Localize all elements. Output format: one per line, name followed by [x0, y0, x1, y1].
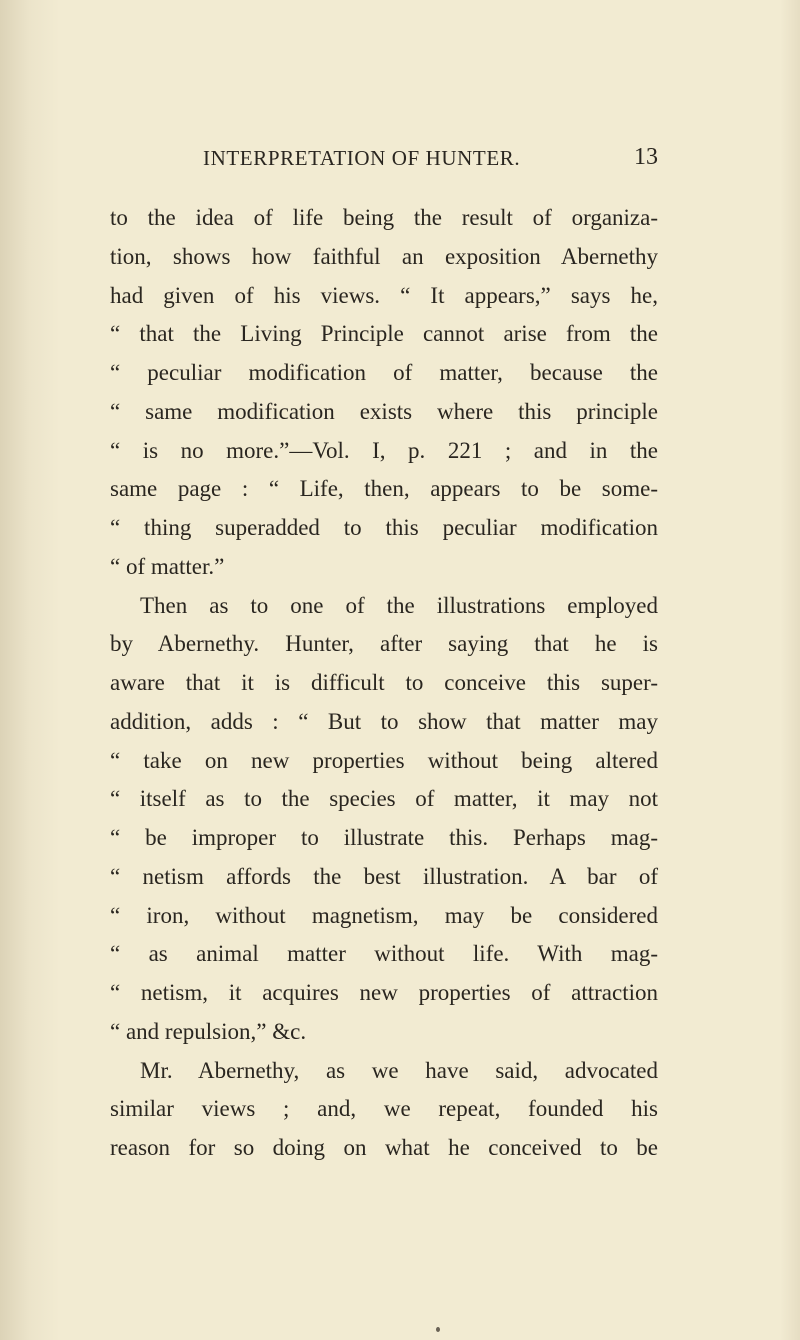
text-line: tion, shows how faithful an exposition Abernethy — [110, 243, 658, 269]
text-line: “ be improper to illustrate this. Perhaps mag- — [110, 825, 658, 850]
page-number: 13 — [634, 144, 658, 170]
text-line: “ itself as to the species of matter, it may not — [110, 786, 658, 812]
text-line: same page : “ Life, then, appears to be some- — [110, 476, 658, 502]
text-line: “ netism, it acquires new properties of attraction — [110, 980, 658, 1005]
text-line: by Abernethy. Hunter, after saying that he is — [110, 631, 658, 657]
text-line: “ as animal matter without life. With mag- — [110, 941, 658, 967]
text-line: reason for so doing on what he conceived to be — [110, 1135, 658, 1160]
running-head — [203, 146, 658, 178]
ink-speck — [436, 1327, 440, 1332]
text-line: “ is no more.”—Vol. I, p. 221 ; and in the — [110, 437, 658, 463]
text-line: similar views ; and, we repeat, founded his — [110, 1096, 658, 1122]
text-line: Then as to one of the illustrations employed — [140, 592, 658, 618]
text-line: “ thing superadded to this peculiar modification — [110, 515, 658, 540]
text-line: “ and repulsion,” &c. — [110, 1018, 307, 1044]
text-line: aware that it is difficult to conceive this super- — [110, 670, 658, 695]
text-line: “ of matter.” — [110, 553, 225, 579]
text-line: “ that the Living Principle cannot arise from the — [110, 321, 658, 347]
text-line: had given of his views. “ It appears,” says he, — [110, 282, 658, 308]
running-head-title: INTERPRETATION OF HUNTER. — [203, 146, 521, 170]
text-line: “ peculiar modification of matter, because the — [110, 360, 658, 385]
text-line: to the idea of life being the result of organiza- — [110, 205, 658, 230]
text-line: “ same modification exists where this principle — [110, 398, 658, 424]
text-line: “ iron, without magnetism, may be considered — [110, 902, 658, 928]
text-line: Mr. Abernethy, as we have said, advocated — [140, 1057, 658, 1083]
text-line: “ netism affords the best illustration. A bar of — [110, 863, 658, 889]
text-line: “ take on new properties without being altered — [110, 747, 658, 773]
text-line: addition, adds : “ But to show that matter may — [110, 708, 658, 734]
body-text — [110, 199, 658, 1168]
